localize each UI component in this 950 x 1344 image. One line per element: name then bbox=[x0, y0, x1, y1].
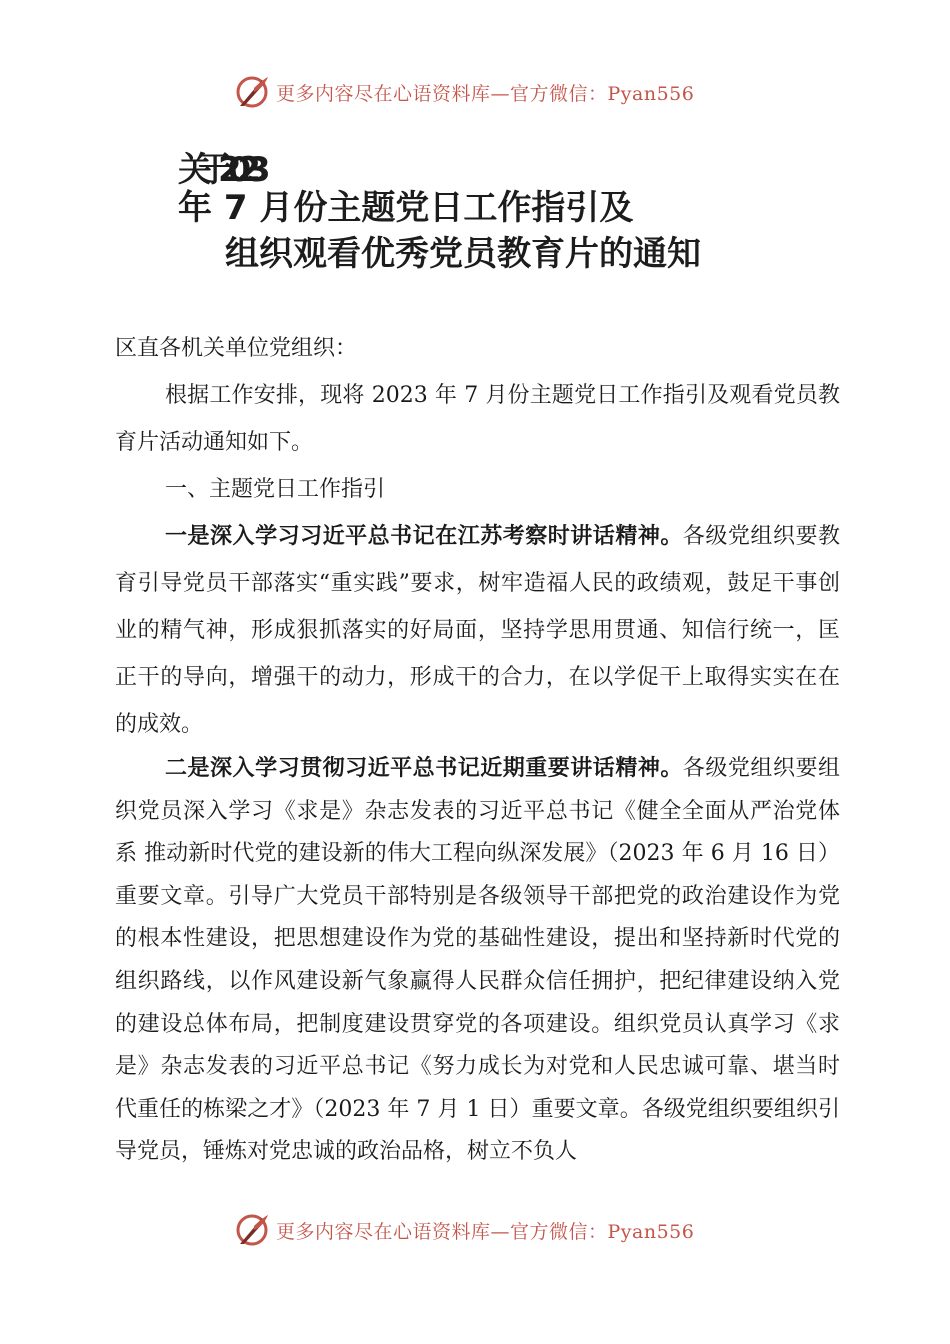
watermark-banner-bottom bbox=[232, 1210, 694, 1250]
item-2-paragraph bbox=[115, 748, 840, 1174]
watermark-text: 更多内容尽在心语资料库—官方微信：Pyan556 bbox=[276, 82, 695, 105]
item-1-paragraph bbox=[115, 513, 840, 748]
quill-logo-icon bbox=[232, 72, 272, 112]
title-line-3: 组织观看优秀党员教育片的通知 bbox=[225, 234, 701, 274]
item-2-heading: 二是深入学习贯彻习近平总书记近期重要讲话精神。 bbox=[165, 756, 683, 781]
item-1-heading: 一是深入学习习近平总书记在江苏考察时讲话精神。 bbox=[165, 524, 683, 549]
intro-paragraph: 根据工作安排，现将 2023 年 7 月份主题党日工作指引及观看党员教育片活动通知如下。 bbox=[115, 383, 840, 455]
title-line-2: 年 7 月份主题党日工作指引及 bbox=[178, 188, 634, 228]
item-1-text: 各级党组织要教育引导党员干部落实“重实践”要求，树牢造福人民的政绩观，鼓足干事创业的精气神，形成狠抓落实的好局面，坚持学思用贯通、知信行统一，匡正干的导向，增强干的动力，形成干的合力，在以学促干上取得实实在在的成效。 bbox=[115, 524, 840, 737]
watermark-text: 更多内容尽在心语资料库—官方微信：Pyan556 bbox=[276, 1220, 695, 1243]
watermark-banner-top bbox=[232, 72, 694, 112]
section-heading: 一、主题党日工作指引 bbox=[165, 477, 386, 502]
item-2-text: 各级党组织要组织党员深入学习《求是》杂志发表的习近平总书记《健全全面从严治党体系 推动新时代党的建设新的伟大工程向纵深发展》（2023 年 6 月 16 日）重要文章。引导广大党员干部特别是各级领导干部把党的政治建设作为党的根本性建设，把思想建设作为党的基础性建设，提出和坚持新时代党的组织路线，以作风建设新气象赢得人民群众信任拥护，把纪律建设纳入党的建设总体布局，把制度建设贯穿党的各项建设。组织党员认真学习《求是》杂志发表的习近平总书记《努力成长为对党和人民忠诚可靠、堪当时代重任的栋梁之才》（2023 年 7 月 1 日）重要文章。各级党组织要组织引导党员，锤炼对党忠诚的政治品格，树立不负人 bbox=[115, 756, 840, 1165]
title-line-1: 关于2023 bbox=[178, 150, 257, 190]
quill-logo-icon bbox=[232, 1210, 272, 1250]
salutation: 区直各机关单位党组织： bbox=[115, 336, 358, 361]
document-body bbox=[115, 325, 840, 1174]
